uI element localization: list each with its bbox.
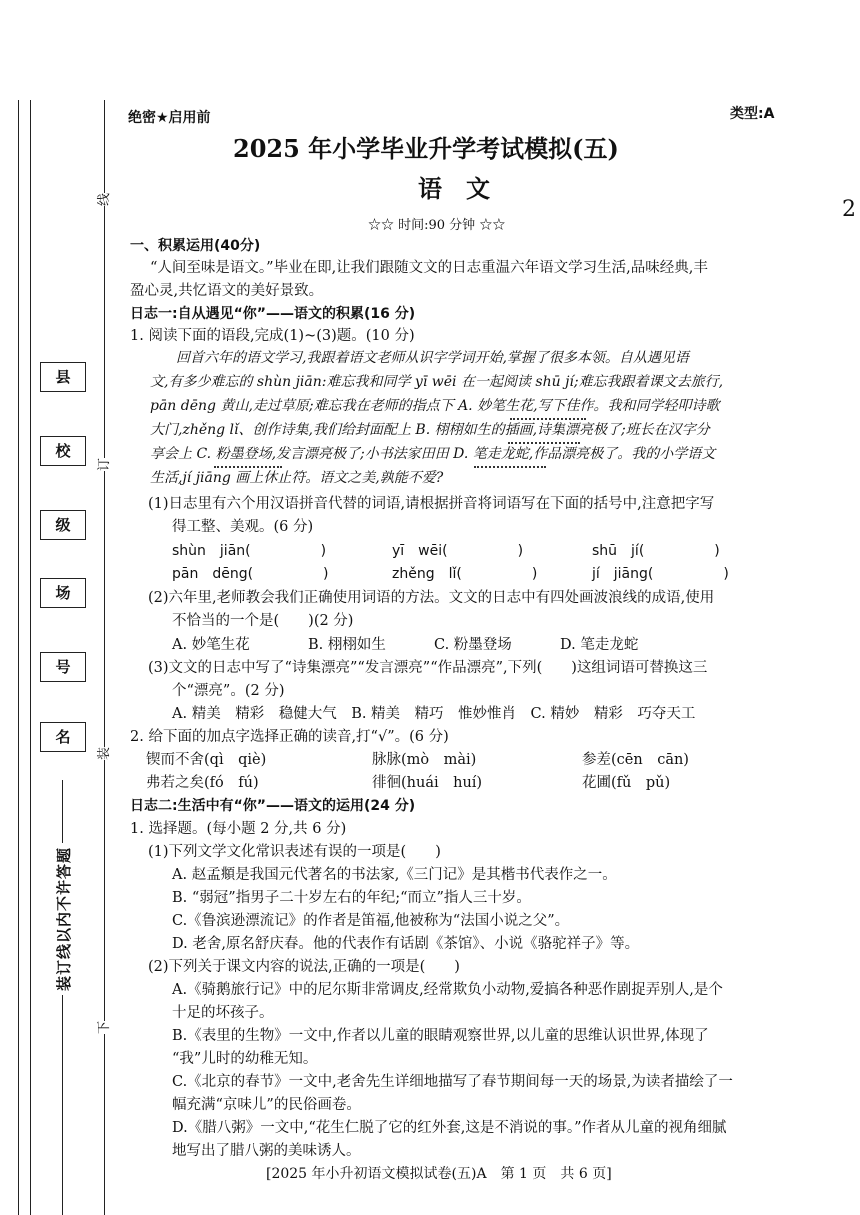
d1-q1-1-line1: (1)日志里有六个用汉语拼音代替的词语,请根据拼音将词语写在下面的括号中,注意把字写 [148, 496, 715, 512]
field-county: 县 [40, 362, 86, 392]
passage-line: pān dēng 黄山,走过草原;难忘我在老师的指点下 A. 妙笔生花,写下佳作。我和同学轻叩诗歌 [150, 398, 720, 414]
field-name: 名 [40, 722, 86, 752]
d1-q1-3-line2: 个“漂亮”。(2 分) [172, 683, 285, 699]
pinyin-blank[interactable]: pān dēng( ) [172, 566, 329, 582]
reading-item[interactable]: 脉脉(mò mài) [372, 752, 477, 768]
edge-number: 2 [842, 197, 856, 222]
passage-line: 享会上 C. 粉墨登场,发言漂亮极了;小书法家田田 D. 笔走龙蛇,作品漂亮极了。我的小学语文 [150, 446, 716, 462]
choice-option[interactable]: D.《腊八粥》一文中,“花生仁脱了它的红外套,这是不消说的事。”作者从儿童的视角细腻 [172, 1120, 727, 1136]
binding-line-1 [18, 100, 19, 1215]
choice-option[interactable]: B. “弱冠”指男子二十岁左右的年纪;“而立”指人三十岁。 [172, 890, 531, 906]
passage-line: 大门,zhěng lǐ、创作诗集,我们给封面配上 B. 栩栩如生的插画,诗集漂亮极了;班长在汉字分 [150, 422, 710, 438]
reading-item[interactable]: 锲而不舍(qì qiè) [146, 752, 267, 768]
passage-line: 文,有多少难忘的 shùn jiān:难忘我和同学 yī wēi 在一起阅读 shū jí;难忘我跟着课文去旅行, [150, 374, 724, 390]
d2-q1-1: (1)下列文学文化常识表述有误的一项是( ) [148, 844, 441, 860]
passage-line: 生活,jí jiāng 画上休止符。语文之美,孰能不爱? [150, 470, 444, 486]
d1-q1-3-options[interactable]: A. 精美 精彩 稳健大气 B. 精美 精巧 惟妙惟肖 C. 精妙 精彩 巧夺天工 [172, 706, 696, 722]
pinyin-blank[interactable]: zhěng lǐ( ) [392, 566, 538, 582]
d2-q1: 1. 选择题。(每小题 2 分,共 6 分) [130, 821, 347, 837]
binding-mark-below: 下 [93, 1021, 112, 1034]
binding-line-5 [104, 100, 105, 1215]
time-info: ☆☆ 时间:90 分钟 ☆☆ [368, 218, 506, 233]
pinyin-blank[interactable]: shū jí( ) [592, 543, 720, 559]
section1-intro-line1: “人间至味是语文。”毕业在即,让我们跟随文文的日志重温六年语文学习生活,品味经典,丰 [150, 260, 708, 276]
pinyin-blank[interactable]: shùn jiān( ) [172, 543, 327, 559]
d1-q1-2-line1: (2)六年里,老师教会我们正确使用词语的方法。文文的日志中有四处画波浪线的成语,使用 [148, 590, 715, 606]
choice-option[interactable]: A. 妙笔生花 [172, 637, 250, 653]
page-footer: [2025 年小升初语文模拟试卷(五)A 第 1 页 共 6 页] [266, 1166, 612, 1182]
field-number: 号 [40, 652, 86, 682]
section1-intro-line2: 盈心灵,共忆语文的美好景致。 [130, 283, 324, 299]
d1-q1-2-line2: 不恰当的一个是( )(2 分) [172, 613, 354, 629]
diary2-title: 日志二:生活中有“你”——语文的运用(24 分) [130, 798, 416, 814]
diary1-title: 日志一:自从遇见“你”——语文的积累(16 分) [130, 306, 416, 322]
field-room: 场 [40, 578, 86, 608]
d1-q1-3-line1: (3)文文的日志中写了“诗集漂亮”“发言漂亮”“作品漂亮”,下列( )这组词语可替换这三 [148, 660, 708, 676]
choice-option[interactable]: C.《北京的春节》一文中,老舍先生详细地描写了春节期间每一天的场景,为读者描绘了一 [172, 1074, 733, 1090]
choice-option-cont: 地写出了腊八粥的美味诱人。 [172, 1143, 361, 1159]
binding-mark-order: 订 [93, 458, 112, 471]
choice-option[interactable]: C.《鲁滨逊漂流记》的作者是笛福,他被称为“法国小说之父”。 [172, 913, 570, 929]
reading-item[interactable]: 弗若之矣(fó fú) [146, 775, 259, 791]
choice-option[interactable]: D. 老舍,原名舒庆春。他的代表作有话剧《茶馆》、小说《骆驼祥子》等。 [172, 936, 640, 952]
d2-q1-2: (2)下列关于课文内容的说法,正确的一项是( ) [148, 959, 460, 975]
field-class: 级 [40, 510, 86, 540]
pinyin-blank[interactable]: yī wēi( ) [392, 543, 524, 559]
reading-item[interactable]: 花圃(fǔ pǔ) [582, 775, 671, 791]
wavy-underline [474, 462, 546, 468]
passage-line: 回首六年的语文学习,我跟着语文老师从识字学词开始,掌握了很多本领。自从遇见语 [176, 350, 689, 366]
choice-option[interactable]: A. 赵孟頫是我国元代著名的书法家,《三门记》是其楷书代表作之一。 [172, 867, 617, 883]
choice-option[interactable]: A.《骑鹅旅行记》中的尼尔斯非常调皮,经常欺负小动物,爱搞各种恶作剧捉弄别人,是个 [172, 982, 723, 998]
binding-line-2 [30, 100, 31, 1215]
pinyin-blank[interactable]: jí jiāng( ) [592, 566, 729, 582]
secret-label: 绝密★启用前 [128, 110, 211, 126]
type-label: 类型:A [730, 106, 775, 122]
choice-option[interactable]: D. 笔走龙蛇 [560, 637, 639, 653]
wavy-underline [510, 414, 586, 420]
binding-mark-fix: 装 [93, 747, 112, 760]
exam-title: 2025 年小学毕业升学考试模拟(五) [233, 134, 619, 163]
section1-title: 一、积累运用(40分) [130, 238, 261, 254]
wavy-underline [214, 462, 282, 468]
subject-title: 语 文 [418, 174, 490, 203]
d1-q1: 1. 阅读下面的语段,完成(1)~(3)题。(10 分) [130, 328, 415, 344]
choice-option-cont: “我”儿时的幼稚无知。 [172, 1051, 318, 1067]
binding-mark-line: 线 [93, 193, 112, 206]
choice-option[interactable]: C. 粉墨登场 [434, 637, 512, 653]
field-school: 校 [40, 436, 86, 466]
choice-option-cont: 十足的坏孩子。 [172, 1005, 274, 1021]
reading-item[interactable]: 参差(cēn cān) [582, 752, 689, 768]
d1-q2: 2. 给下面的加点字选择正确的读音,打“√”。(6 分) [130, 729, 449, 745]
choice-option-cont: 幅充满“京味儿”的民俗画卷。 [172, 1097, 361, 1113]
d1-q1-1-line2: 得工整、美观。(6 分) [172, 519, 314, 535]
binding-notice: 装订线以内不许答题 [53, 843, 74, 995]
choice-option[interactable]: B. 栩栩如生 [308, 637, 386, 653]
choice-option[interactable]: B.《表里的生物》一文中,作者以儿童的眼睛观察世界,以儿童的思维认识世界,体现了 [172, 1028, 709, 1044]
reading-item[interactable]: 徘徊(huái huí) [372, 775, 483, 791]
wavy-underline [508, 438, 580, 444]
